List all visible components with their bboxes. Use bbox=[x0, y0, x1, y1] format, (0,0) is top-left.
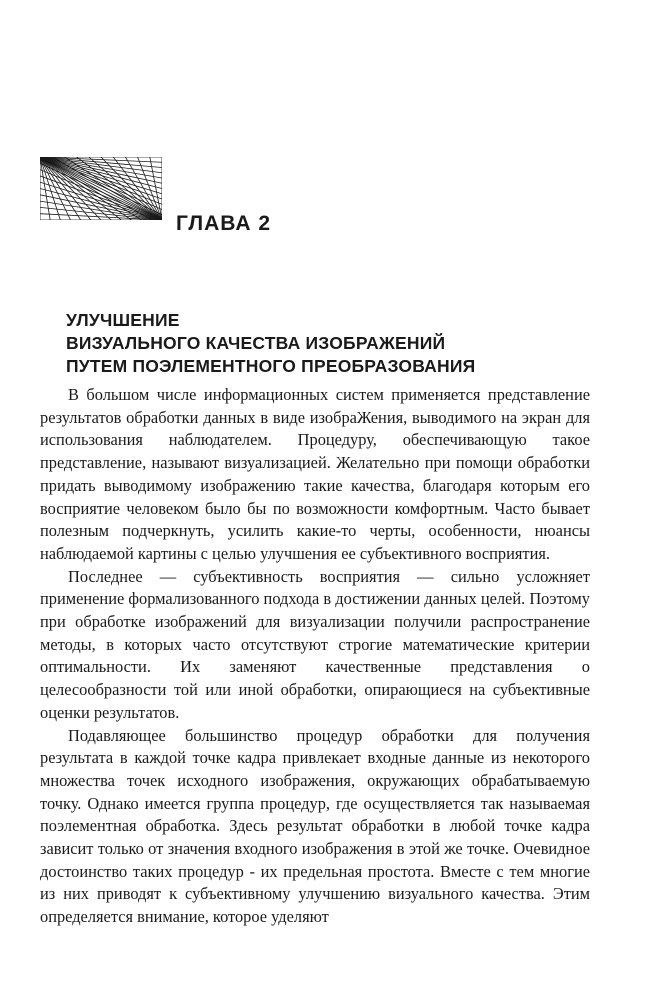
chapter-label: ГЛАВА 2 bbox=[176, 212, 272, 235]
grid-line bbox=[40, 157, 162, 199]
paragraph: Подавляющее большинство процедур обработки для получения результата в каждой точке кадра привлекает входные данные из некоторого множества точек исходного изображения, окружающих обрабатываемую точку. Однако имеется группа процедур, где осуществляется так называемая поэлементная обработка. Здесь результат обработки в любой точке кадра зависит только от значения входного изображения в этой же точке. Очевидное достоинство таких процедур - их предельная простота. Вместе с тем многие из них приводят к субъективному улучшению визуального качества. Этим определяется внимание, которое уделяют bbox=[40, 725, 590, 927]
paragraph: В большом числе информационных систем применяется представление результатов обработки данных в виде изобраЖения, выводимого на экран для использования наблюдателем. Процедуру, обеспечивающую такое представление, называют визуализацией. Желательно при помощи обработки придать выводимому изображению такие качества, благодаря которым его восприятие человеком было бы по возможности комфортным. Часто бывает полезным подчеркнуть, усилить какие-то черты, особенности, нюансы наблюдаемой картины с целью улучшения ее субъективного восприятия. bbox=[40, 385, 590, 563]
paragraph: Последнее — субъективность восприятия — сильно усложняет применение формализованного подхода в достижении данных целей. Поэтому при обработке изображений для визуализации получили распространение методы, в которых часто отсутствуют строгие математические критерии оптимальности. Их заменяют качественные представления о целесообразности той или иной обработки, опирающиеся на субъективные оценки результатов. bbox=[40, 566, 590, 722]
title-line: ПУТЕМ ПОЭЛЕМЕНТНОГО ПРЕОБРАЗОВАНИЯ bbox=[66, 356, 476, 376]
chapter-title bbox=[66, 309, 626, 378]
grid-line bbox=[40, 157, 121, 220]
title-line: УЛУЧШЕНИЕ bbox=[66, 310, 180, 330]
perspective-grid-icon bbox=[40, 157, 162, 220]
title-line: ВИЗУАЛЬНОГО КАЧЕСТВА ИЗОБРАЖЕНИЙ bbox=[66, 333, 446, 353]
body-text bbox=[40, 384, 590, 929]
